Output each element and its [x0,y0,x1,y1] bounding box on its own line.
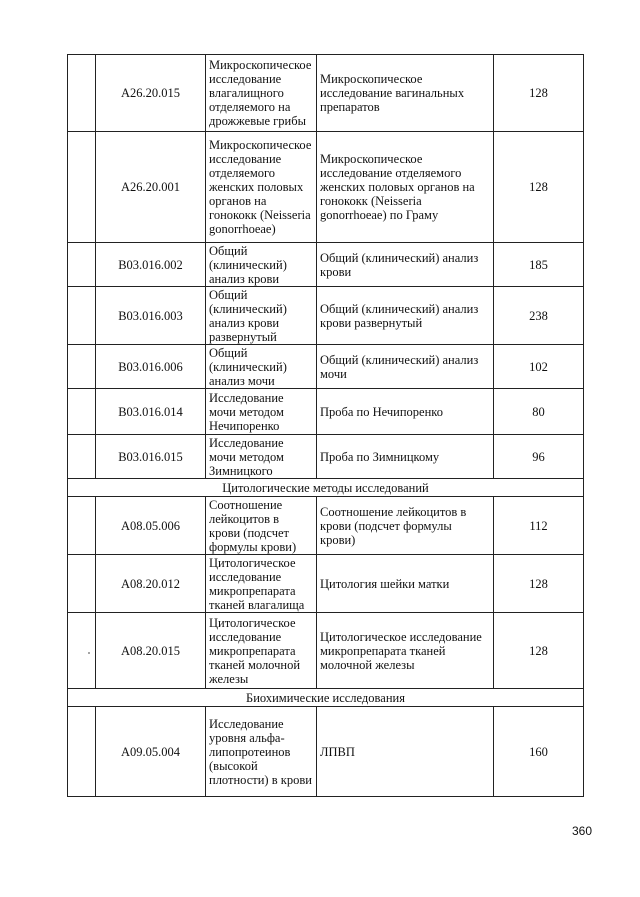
row-number-cell [68,555,96,613]
service-description-cell: ЛПВП [317,707,494,797]
service-name-cell: Исследование уровня альфа-липопротеинов (высокой плотности) в крови [206,707,317,797]
row-number-cell [68,435,96,479]
price-table [67,54,584,797]
service-code-cell: А09.05.004 [96,707,206,797]
service-name-cell: Общий (клинический) анализ мочи [206,345,317,389]
row-number-cell [68,55,96,132]
service-code-cell: А26.20.015 [96,55,206,132]
service-code-cell: В03.016.006 [96,345,206,389]
row-number-cell [68,287,96,345]
price-cell: 128 [494,132,584,243]
table-row [68,345,584,389]
row-number-cell [68,132,96,243]
price-cell: 128 [494,613,584,689]
service-name-cell: Соотношение лейкоцитов в крови (подсчет формулы крови) [206,497,317,555]
service-description-cell: Проба по Зимницкому [317,435,494,479]
price-cell: 102 [494,345,584,389]
table-row [68,132,584,243]
service-description-cell: Цитология шейки матки [317,555,494,613]
price-table-body [68,55,584,797]
section-header-row [68,689,584,707]
service-code-cell: В03.016.003 [96,287,206,345]
row-number-cell [68,497,96,555]
table-row [68,497,584,555]
section-title: Цитологические методы исследований [68,479,584,497]
service-code-cell: А08.20.012 [96,555,206,613]
row-number-cell [68,389,96,435]
price-cell: 128 [494,555,584,613]
row-number-cell [68,243,96,287]
service-description-cell: Соотношение лейкоцитов в крови (подсчет формулы крови) [317,497,494,555]
price-cell: 238 [494,287,584,345]
price-cell: 160 [494,707,584,797]
service-name-cell: Микроскопическое исследование отделяемого женских половых органов на гонококк (Neisseria gonorrhoeae) [206,132,317,243]
section-title: Биохимические исследования [68,689,584,707]
service-code-cell: А08.20.015 [96,613,206,689]
section-header-row [68,479,584,497]
service-description-cell: Микроскопическое исследование вагинальных препаратов [317,55,494,132]
service-code-cell: А08.05.006 [96,497,206,555]
table-row [68,707,584,797]
service-description-cell: Микроскопическое исследование отделяемого женских половых органов на гонококк (Neisseria gonorrhoeae) по Граму [317,132,494,243]
row-number-cell [68,345,96,389]
table-row [68,55,584,132]
table-row [68,435,584,479]
table-row [68,243,584,287]
table-row [68,389,584,435]
service-code-cell: В03.016.002 [96,243,206,287]
table-row [68,555,584,613]
price-cell: 128 [494,55,584,132]
service-description-cell: Проба по Нечипоренко [317,389,494,435]
price-cell: 96 [494,435,584,479]
table-row [68,287,584,345]
service-description-cell: Общий (клинический) анализ мочи [317,345,494,389]
page-number: 360 [572,824,593,838]
service-name-cell: Исследование мочи методом Зимницкого [206,435,317,479]
row-number-cell [68,613,96,689]
service-name-cell: Цитологическое исследование микропрепарата тканей молочной железы [206,613,317,689]
service-code-cell: А26.20.001 [96,132,206,243]
service-name-cell: Общий (клинический) анализ крови [206,243,317,287]
service-description-cell: Общий (клинический) анализ крови [317,243,494,287]
service-description-cell: Общий (клинический) анализ крови развернутый [317,287,494,345]
scan-speck [88,652,90,654]
service-name-cell: Общий (клинический) анализ крови развернутый [206,287,317,345]
row-number-cell [68,707,96,797]
service-code-cell: В03.016.014 [96,389,206,435]
service-name-cell: Цитологическое исследование микропрепарата тканей влагалища [206,555,317,613]
table-row [68,613,584,689]
service-code-cell: В03.016.015 [96,435,206,479]
service-name-cell: Исследование мочи методом Нечипоренко [206,389,317,435]
price-cell: 112 [494,497,584,555]
service-name-cell: Микроскопическое исследование влагалищного отделяемого на дрожжевые грибы [206,55,317,132]
service-description-cell: Цитологическое исследование микропрепарата тканей молочной железы [317,613,494,689]
price-cell: 80 [494,389,584,435]
price-cell: 185 [494,243,584,287]
